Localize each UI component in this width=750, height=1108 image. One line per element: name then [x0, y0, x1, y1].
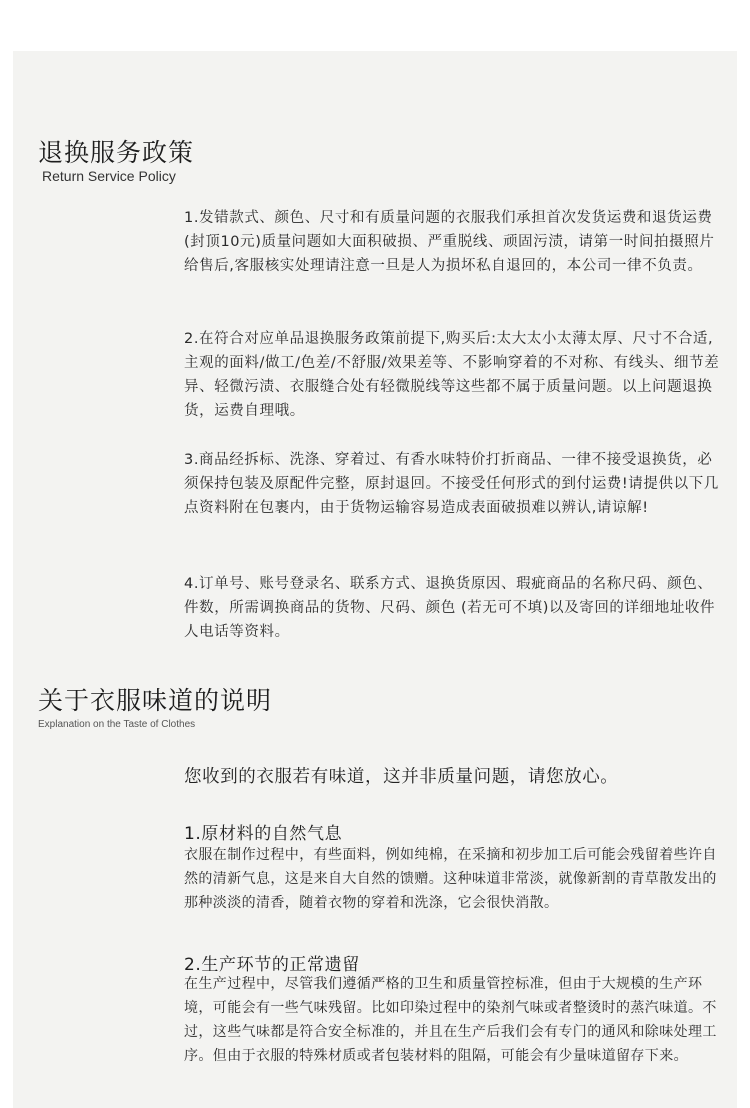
policy-item-3: 3.商品经拆标、洗涤、穿着过、有香水味特价打折商品、一律不接受退换货，必须保持包装及原配件完整，原封退回。不接受任何形式的到付运费!请提供以下几点资料附在包裹内，由于货物运输容易造成表面破损难以辨认,请谅解!: [184, 452, 719, 516]
smell-note-subtitle: Explanation on the Taste of Clothes: [38, 719, 196, 730]
return-policy-subtitle: Return Service Policy: [42, 168, 176, 184]
smell-note-title: 关于衣服味道的说明: [38, 686, 273, 715]
smell-section-1-title: 1.原材料的自然气息: [184, 824, 343, 844]
policy-item-1: 1.发错款式、颜色、尺寸和有质量问题的衣服我们承担首次发货运费和退货运费(封顶10元)质量问题如大面积破损、严重脱线、顽固污渍，请第一时间拍摄照片给售后,客服核实处理请注意一旦是人为损坏私自退回的，本公司一律不负责。: [184, 210, 715, 274]
smell-section-1-body: 衣服在制作过程中，有些面料，例如纯棉，在采摘和初步加工后可能会残留着些许自然的清新气息，这是来自大自然的馈赠。这种味道非常淡，就像新割的青草散发出的那种淡淡的清香，随着衣物的穿着和洗涤，它会很快消散。: [184, 847, 717, 911]
smell-note-lead: 您收到的衣服若有味道，这并非质量问题，请您放心。: [184, 767, 619, 787]
policy-item-4: 4.订单号、账号登录名、联系方式、退换货原因、瑕疵商品的名称尺码、颜色、件数，所需调换商品的货物、尺码、颜色 (若无可不填)以及寄回的详细地址收件人电话等资料。: [184, 576, 716, 640]
policy-item-2: 2.在符合对应单品退换服务政策前提下,购买后:太大太小太薄太厚、尺寸不合适,主观的面料/做工/色差/不舒服/效果差等、不影响穿着的不对称、有线头、细节差异、轻微污渍、衣服缝合处有轻微脱线等这些都不属于质量问题。以上问题退换货，运费自理哦。: [184, 331, 720, 419]
return-policy-title: 退换服务政策: [38, 138, 195, 167]
smell-section-2-title: 2.生产环节的正常遗留: [184, 955, 360, 975]
smell-section-2-body: 在生产过程中，尽管我们遵循严格的卫生和质量管控标准，但由于大规模的生产环境，可能会有一些气味残留。比如印染过程中的染剂气味或者整烫时的蒸汽味道。不过，这些气味都是符合安全标准的，并且在生产后我们会有专门的通风和除味处理工序。但由于衣服的特殊材质或者包装材料的阻隔，可能会有少量味道留存下来。: [184, 976, 717, 1064]
